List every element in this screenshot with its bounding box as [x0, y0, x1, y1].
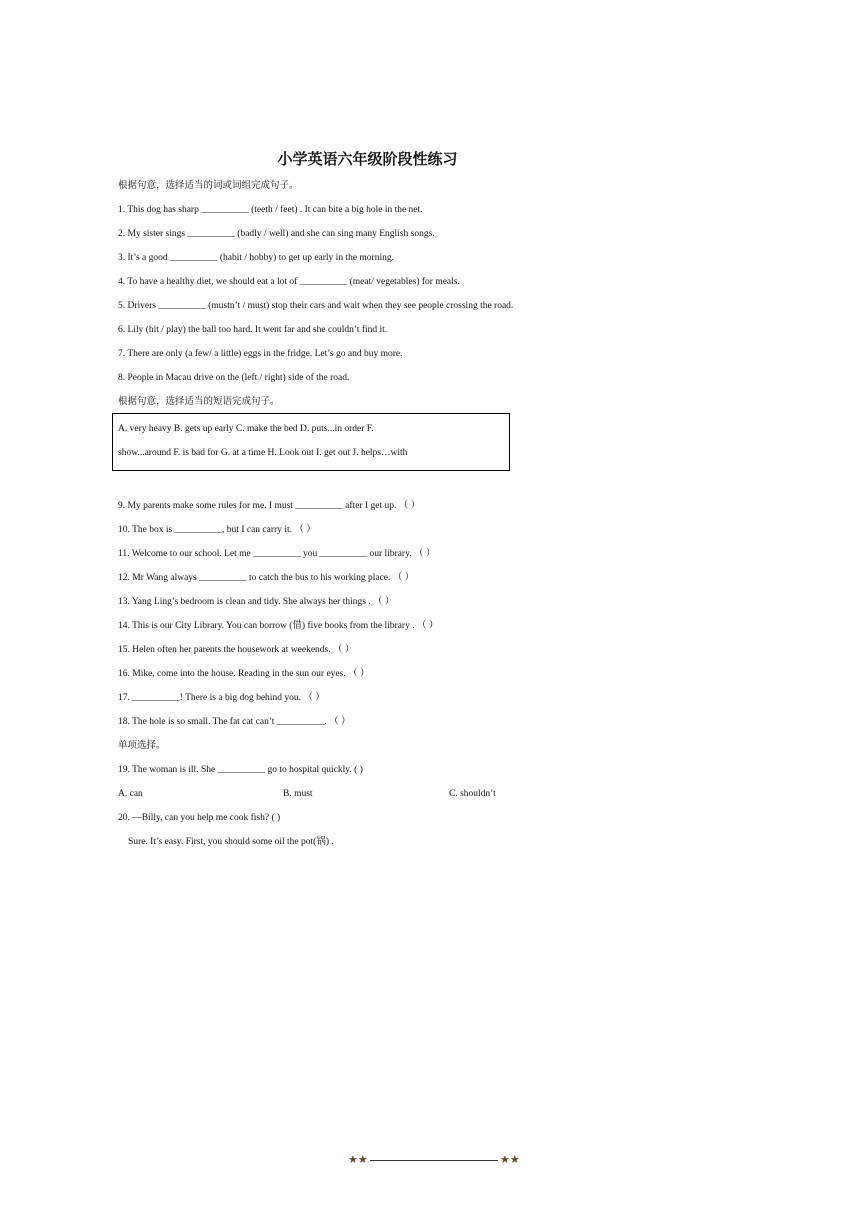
star-right-icon: ★★ — [500, 1153, 520, 1166]
section3-instruction: 单项选择。 — [118, 741, 166, 751]
question-19: 19. The woman is ill. She __________ go to hospital quickly. ( ) — [118, 765, 363, 775]
section2-instruction: 根据句意，选择适当的短语完成句子。 — [118, 397, 280, 407]
question-10: 10. The box is __________, but I can carry it. （ ） — [118, 525, 316, 535]
question-17: 17. __________! There is a big dog behind you. （ ） — [118, 693, 325, 703]
question-6: 6. Lily (hit / play) the ball too hard. It went far and she couldn’t find it. — [118, 325, 388, 335]
question-14: 14. This is our City Library. You can borrow (借) five books from the library . （ ） — [118, 621, 439, 631]
q20-answer-line: Sure. It’s easy. First, you should some oil the pot(锅) . — [128, 837, 334, 847]
section1-instruction: 根据句意，选择适当的词或词组完成句子。 — [118, 181, 299, 191]
star-left-icon: ★★ — [348, 1153, 368, 1166]
question-1: 1. This dog has sharp __________ (teeth / feet) . It can bite a big hole in the net. — [118, 205, 423, 215]
question-13: 13. Yang Ling’s bedroom is clean and tidy. She always her things . （ ） — [118, 597, 395, 607]
question-18: 18. The hole is so small. The fat cat can’t __________. （ ） — [118, 717, 351, 727]
question-20: 20. —Billy, can you help me cook fish? ( ) — [118, 813, 281, 823]
footer-ornament — [348, 1154, 520, 1166]
question-12: 12. Mr Wang always __________ to catch the bus to his working place. （ ） — [118, 573, 415, 583]
q19-option-c: C. shouldn’t — [449, 789, 496, 799]
options-row-2: show...around F. is bad for G. at a time H. Look out I. get out J. helps…with — [118, 448, 408, 458]
question-2: 2. My sister sings __________ (badly / well) and she can sing many English songs. — [118, 229, 435, 239]
question-11: 11. Welcome to our school. Let me __________ you __________ our library. （ ） — [118, 549, 436, 559]
question-9: 9. My parents make some rules for me. I must __________ after I get up. （ ） — [118, 501, 421, 511]
question-7: 7. There are only (a few/ a little) eggs in the fridge. Let’s go and buy more. — [118, 349, 403, 359]
question-8: 8. People in Macau drive on the (left / right) side of the road. — [118, 373, 350, 383]
question-15: 15. Helen often her parents the housework at weekends. （ ） — [118, 645, 355, 655]
q19-option-a: A. can — [118, 789, 143, 799]
options-row-1: A. very heavy B. gets up early C. make the bed D. puts...in order F. — [118, 424, 374, 434]
q19-option-b: B. must — [283, 789, 313, 799]
question-4: 4. To have a healthy diet, we should eat a lot of __________ (meat/ vegetables) for meals. — [118, 277, 460, 287]
question-5: 5. Drivers __________ (mustn’t / must) stop their cars and wait when they see people crossing the road. — [118, 301, 514, 311]
page-title: 小学英语六年级阶段性练习 — [277, 150, 458, 168]
question-3: 3. It’s a good __________ (habit / hobby) to get up early in the morning. — [118, 253, 394, 263]
options-box — [112, 413, 510, 471]
footer-rule — [370, 1160, 498, 1161]
question-16: 16. Mike, come into the house. Reading in the sun our eyes. （ ） — [118, 669, 370, 679]
